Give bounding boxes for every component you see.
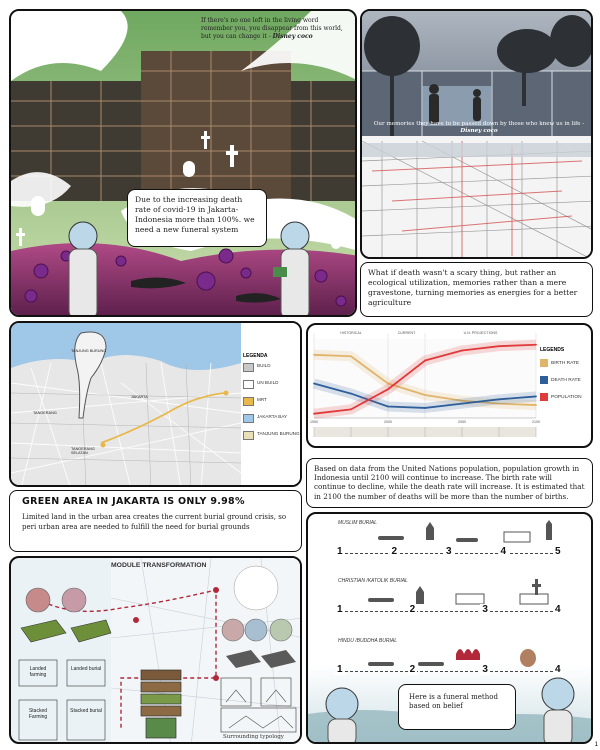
chart-x-tick-label: 2000 (384, 420, 392, 424)
burial-step-number: 1 (337, 546, 343, 557)
map-legend-item (243, 380, 301, 389)
population-chart-panel (306, 323, 593, 448)
chart-legend-label: POPULATION (551, 394, 582, 400)
map-legend-swatch (243, 431, 254, 440)
burial-step-number: 3 (446, 546, 452, 557)
chart-data-point (535, 404, 537, 406)
chart-data-point (424, 407, 426, 409)
chart-data-point (313, 383, 315, 385)
burial-methods-panel (306, 512, 593, 744)
chart-data-point (350, 408, 352, 410)
chart-period-label: HISTORICAL (340, 331, 362, 335)
burial-step-number: 3 (482, 664, 488, 675)
chart-data-point (498, 345, 500, 347)
jakarta-map-panel (9, 321, 302, 487)
burial-row-title: HINDU /BUDDHA BURIAL (338, 638, 397, 644)
chart-legend-item (540, 376, 592, 384)
chart-legend-items (540, 359, 592, 401)
top-left-quote (201, 17, 351, 41)
map-legend-label: TANJUNG BURUNG (257, 431, 300, 436)
map-legend-title: LEGENDA (243, 353, 268, 359)
top-right-quote (368, 121, 590, 135)
chart-period-label: U.N. PROJECTIONS (463, 331, 498, 335)
map-legend-items (243, 363, 301, 440)
chart-data-point (350, 355, 352, 357)
memories-render-art (362, 11, 593, 259)
green-area-box (9, 490, 302, 552)
map-legend-swatch (243, 380, 254, 389)
module-label-landed-farming: Landed farming (29, 666, 47, 678)
page-number: 1 (594, 742, 598, 748)
chart-data-point (313, 354, 315, 356)
map-legend-label: MRT (257, 397, 267, 402)
chart-data-point (461, 403, 463, 405)
map-legend-label: UN BUILD (257, 380, 279, 385)
chart-x-tick-label: 2100 (532, 420, 540, 424)
burial-row-line (340, 671, 558, 672)
chart-data-point (535, 344, 537, 346)
un-data-caption (306, 458, 593, 508)
burial-step-number: 1 (337, 604, 343, 615)
map-legend-item (243, 431, 301, 440)
green-area-title: GREEN AREA IN JAKARTA IS ONLY 9.98% (22, 496, 245, 507)
covid-caption-text: Due to the increasing death rate of covid-19 in Jakarta-Indonesia more than 100%. we need a new funeral system (135, 195, 255, 234)
chart-legend (540, 347, 592, 410)
map-legend-swatch (243, 363, 254, 372)
chart-data-point (387, 388, 389, 390)
chart-legend-item (540, 359, 592, 367)
chart-legend-label: BIRTH RATE (551, 360, 580, 366)
map-legend-label: BUILD (257, 363, 271, 368)
chart-data-point (498, 398, 500, 400)
map-legend-item (243, 363, 301, 372)
burial-row-line (340, 611, 558, 612)
module-label-landed-burial: Landed burial (70, 666, 102, 672)
map-place-tangerang-selatan: TANGERANG SELATAN (71, 447, 95, 455)
chart-data-point (535, 396, 537, 398)
chart-x-tick-label: 1950 (310, 420, 318, 424)
green-area-body: Limited land in the urban area creates the current burial ground crisis, so peri urban area are needed to fulfill the need for burial grounds (22, 513, 287, 531)
top-right-quote-author: Disney coco (460, 128, 498, 134)
burial-step-number: 2 (409, 604, 416, 615)
chart-legend-label: DEATH RATE (551, 377, 581, 383)
covid-caption (127, 189, 267, 247)
chart-data-point (350, 393, 352, 395)
chart-data-point (313, 413, 315, 415)
un-data-caption-text: Based on data from the United Nations population, population growth in Indonesia until 2100 will continue to increase. The birth rate will continue to decline, while the death rate will increase. It is estimated that in 2100 the number of deaths will be more than the number of births. (314, 464, 585, 501)
chart-x-tick-label: 2050 (458, 420, 466, 424)
map-legend-swatch (243, 414, 254, 423)
chart-period-label: CURRENT (397, 331, 416, 335)
chart-legend-item (540, 393, 592, 401)
surrounding-typology-label: Surrounding typology (223, 734, 284, 740)
module-label-stacked-farming: Stacked Farming (28, 708, 48, 720)
map-place-jakarta: JAKARTA (131, 395, 148, 399)
map-legend-item (243, 414, 301, 423)
burial-step-number: 5 (555, 546, 561, 557)
chart-legend-swatch (540, 393, 548, 401)
burial-row-title: MUSLIM BURIAL (338, 520, 377, 526)
map-legend-label: JAKARTA BAY (257, 414, 288, 419)
burial-step-number: 3 (482, 604, 488, 615)
top-left-quote-author: Disney coco (272, 33, 313, 40)
death-ecology-caption-text: What if death wasn't a scary thing, but rather an ecological utilization, memories rather than a mere gravestone, turning memories as energies for a better agriculture (368, 268, 578, 307)
map-legend-swatch (243, 397, 254, 406)
memories-render-panel (360, 9, 593, 259)
map-legend-item (243, 397, 301, 406)
chart-data-point (424, 360, 426, 362)
chart-legend-swatch (540, 359, 548, 367)
module-title: MODULE TRANSFORMATION (111, 562, 207, 569)
burial-step-number: 1 (337, 664, 343, 675)
map-place-tangerang: TANGERANG (33, 411, 57, 415)
burial-step-number: 2 (409, 664, 416, 675)
chart-data-point (461, 350, 463, 352)
module-transformation-panel (9, 556, 302, 744)
top-right-quote-text: Our memories they have to be passed down by those who knew us in life - (373, 121, 585, 127)
chart-legend-title: LEGENDS (540, 347, 565, 353)
covid-collage-panel (9, 9, 357, 317)
burial-step-number: 4 (555, 664, 561, 675)
burial-step-number: 2 (391, 546, 398, 557)
chart-data-point (387, 406, 389, 408)
top-left-quote-text: If there's no one left in the living word remember you, you disappear from this world, but you can change it - (201, 17, 343, 40)
chart-legend-swatch (540, 376, 548, 384)
burial-step-number: 4 (555, 604, 561, 615)
map-place-tanjung: TANJUNG BURUNG (71, 349, 107, 353)
chart-data-point (424, 394, 426, 396)
death-ecology-caption (360, 262, 593, 317)
funeral-method-caption (398, 684, 516, 730)
module-label-stacked-burial: Stacked burial (70, 708, 102, 714)
burial-step-number: 4 (500, 546, 507, 557)
covid-collage-art (11, 11, 357, 317)
burial-row-title: CHRISTIAN /KATOLIK BURIAL (338, 578, 408, 584)
map-legend (243, 353, 301, 448)
funeral-method-caption-text: Here is a funeral method based on belief (409, 693, 498, 710)
